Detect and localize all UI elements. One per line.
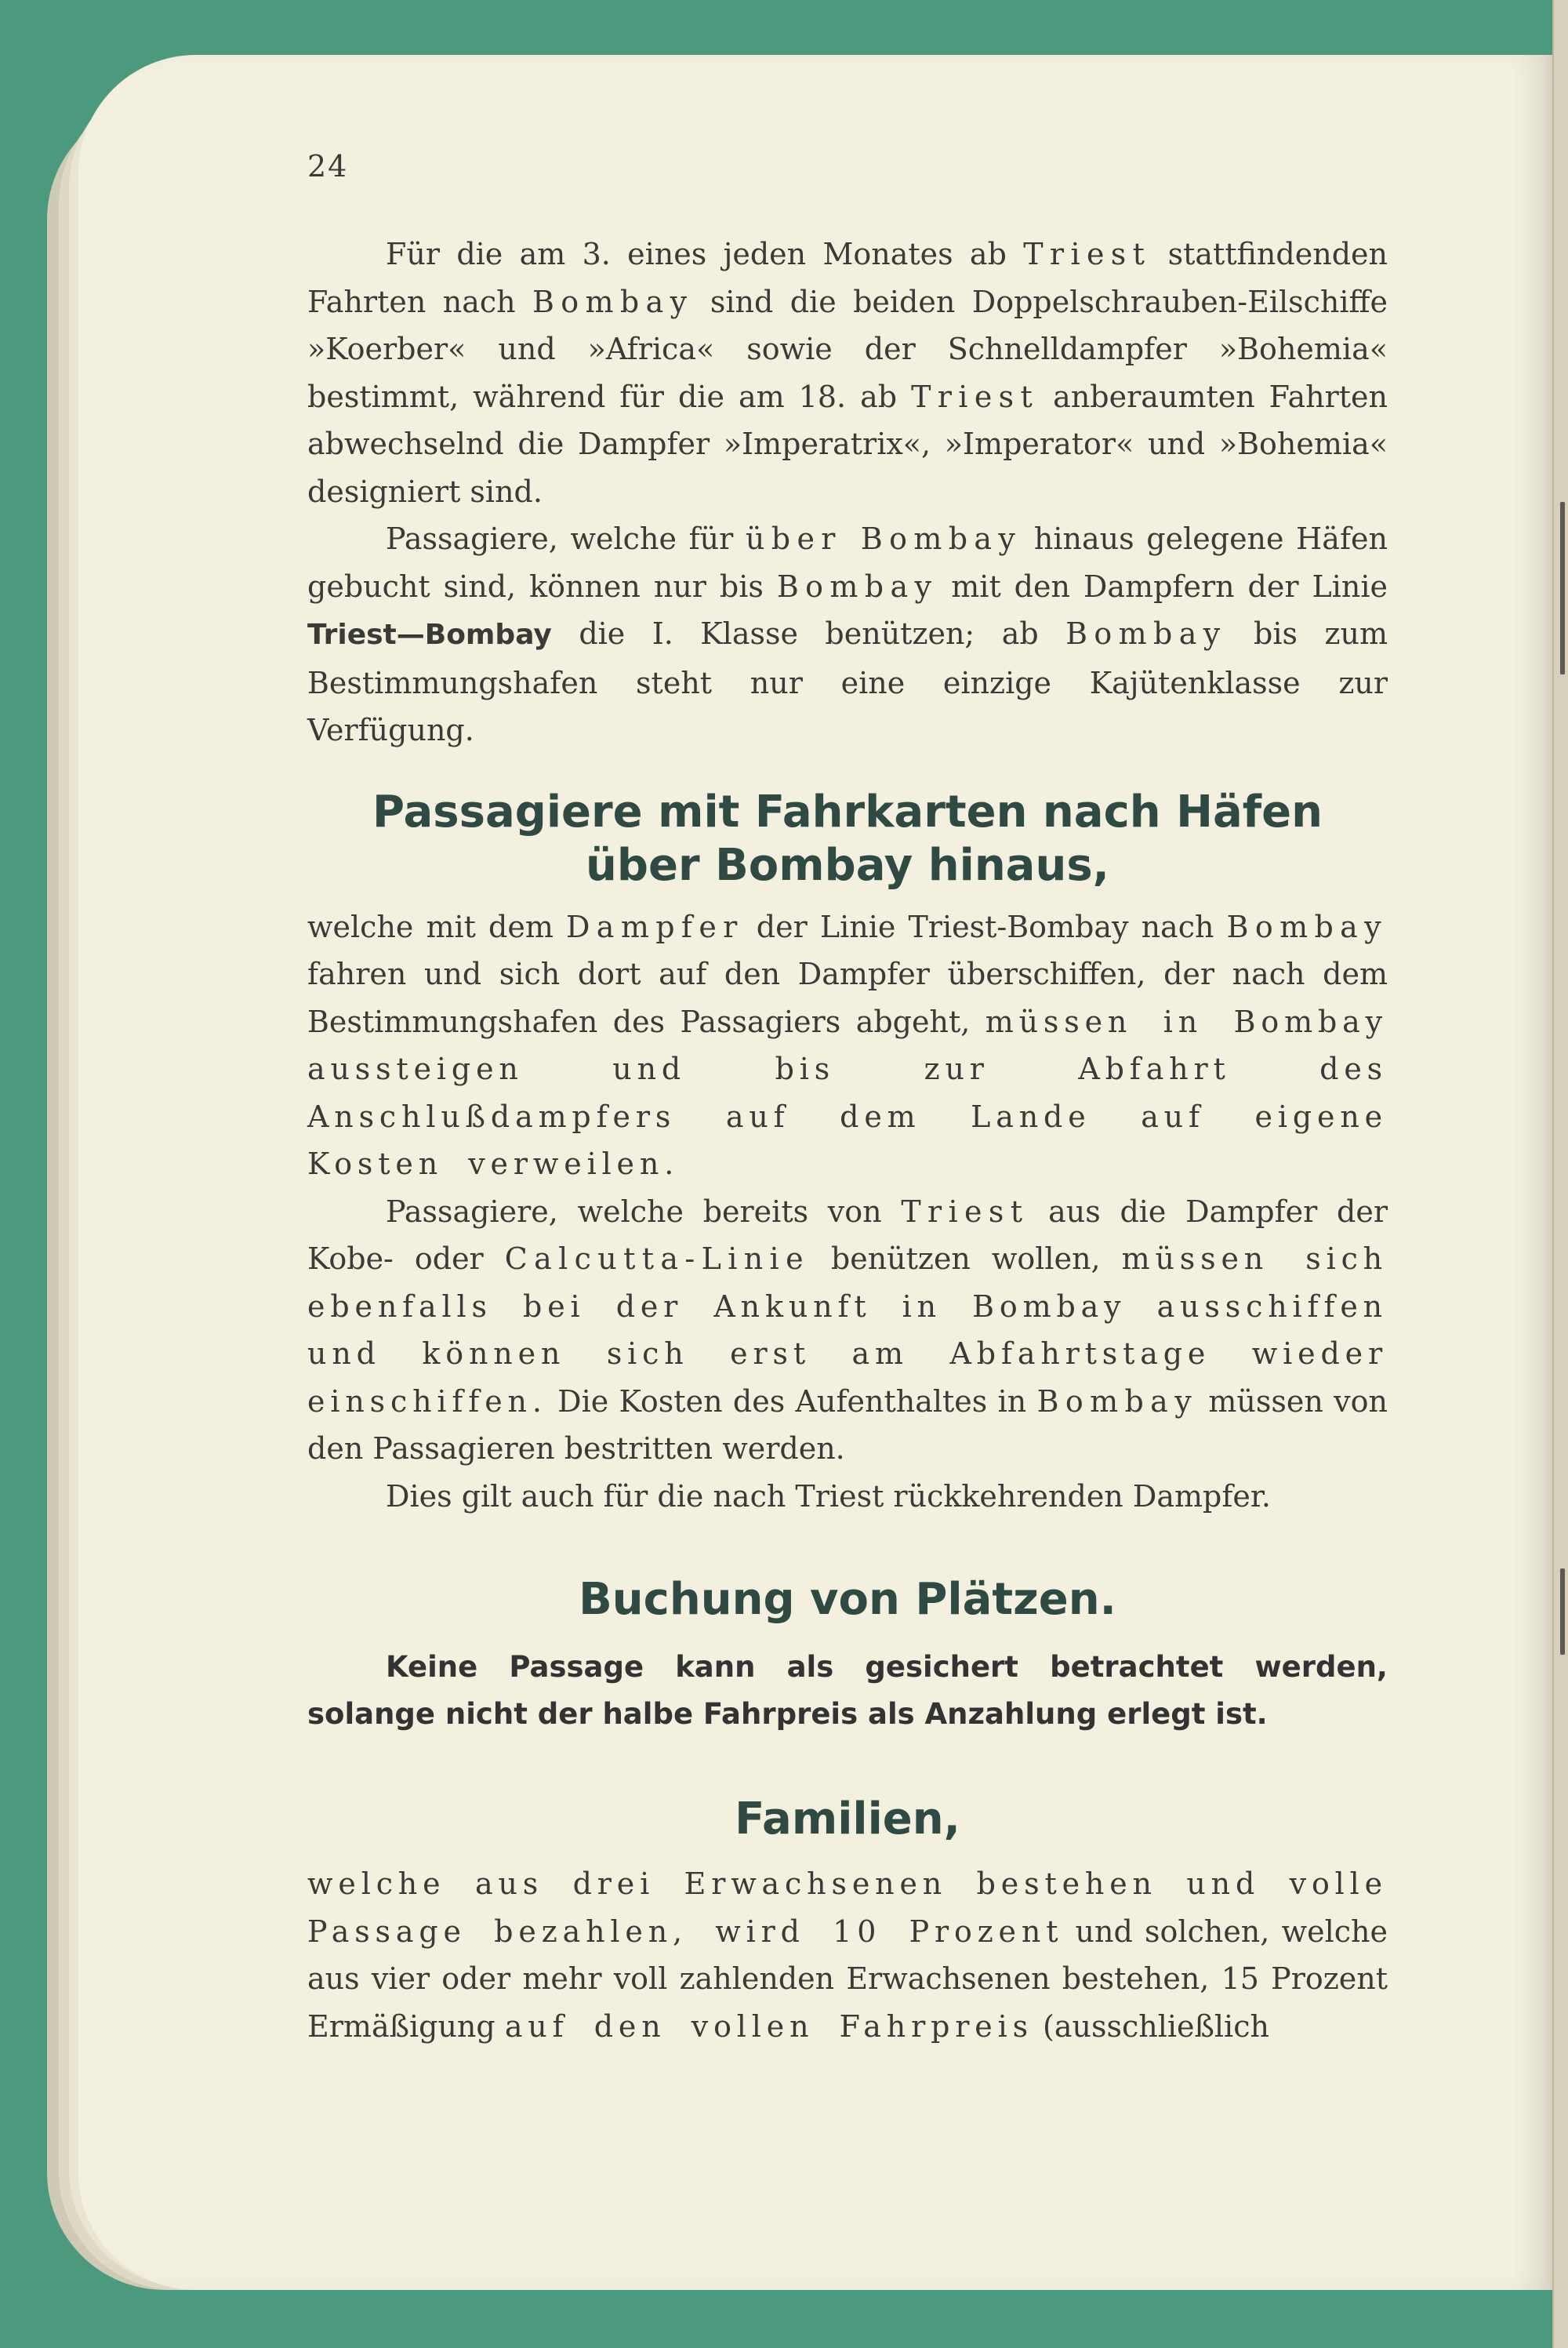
passagiere-paragraph-3: Dies gilt auch für die nach Triest rückkehrenden Dampfer.	[386, 1478, 1271, 1514]
page-number: 24	[307, 149, 349, 184]
spaced-text: Bombay	[532, 284, 694, 319]
text-run: Die Kosten des Aufenthaltes in	[546, 1383, 1037, 1419]
heading-line: über Bombay hinaus,	[586, 839, 1109, 891]
heading-line: Passagiere mit Fahrkarten nach Häfen	[372, 786, 1323, 838]
text-run: fahren und sich dort auf den Dampfer überschiffen, der nach dem Bestimmungshafen des Passagiers abgeht,	[307, 957, 1388, 1039]
intro-paragraph-1	[307, 231, 1388, 515]
text-run: mit den Dampfern der Linie	[938, 569, 1388, 604]
spaced-text: welche aus drei Erwachsenen bestehen und volle Passage bezahlen, wird 10 Prozent	[307, 1866, 1388, 1949]
spaced-text: müssen sich ebenfalls bei der Ankunft in Bombay ausschiffen und können sich erst am Abfahrtstage wieder einschiffen.	[307, 1241, 1388, 1419]
text-run: der Linie Triest-Bombay nach	[743, 909, 1227, 944]
spaced-text: Bombay	[1065, 616, 1227, 651]
text-run: (ausschließlich	[1033, 2008, 1269, 2044]
text-run: anberaumten Fahrten abwechselnd die Dampfer »Imperatrix«, »Imperator« und »Bohemia« designiert sind.	[307, 379, 1388, 509]
spaced-text: auf den vollen Fahrpreis	[504, 2008, 1033, 2044]
spaced-text: Bombay	[776, 569, 938, 604]
spaced-text: Calcutta-Linie	[504, 1241, 810, 1276]
text-run: hinaus gelegene Häfen gebucht sind, können nur bis	[307, 522, 1388, 604]
spine-binding-mark	[1560, 502, 1565, 674]
passagiere-paragraph-2	[307, 1188, 1388, 1473]
familien-paragraph	[307, 1860, 1388, 2050]
section-heading-familien: Familien,	[735, 1794, 960, 1845]
text-run: Passagiere, welche für	[386, 522, 746, 556]
text-run: und solchen, welche aus vier oder mehr voll zahlenden Erwachsenen bestehen, 15 Prozent Ermäßigung	[307, 1914, 1388, 2044]
text-run: aus die Dampfer der Kobe- oder	[307, 1194, 1388, 1276]
passagiere-paragraph-1	[307, 903, 1388, 1188]
text-run: Für die am 3. eines jeden Monates ab	[386, 237, 1024, 271]
text-run: welche mit dem	[307, 909, 566, 944]
text-run: die I. Klasse benützen; ab	[551, 616, 1066, 651]
spaced-text: Dampfer	[565, 909, 744, 944]
bold-route-name: Triest—Bombay	[307, 619, 552, 651]
spaced-text: Triest	[901, 1194, 1029, 1229]
spine-binding-mark	[1560, 1568, 1565, 1655]
spaced-text: Bombay	[1226, 909, 1388, 944]
text-run: sind die beiden Doppelschrauben-Eilschiffe »Koerber« und »Africa« sowie der Schnelldampfer »Bohemia« bestimmt, während für die am 18. ab	[307, 284, 1388, 414]
book-spine	[1552, 0, 1568, 2348]
spaced-text: Bombay	[1036, 1383, 1199, 1419]
booking-notice: Keine Passage kann als gesichert betrachtet werden, solange nicht der halbe Fahrpreis als Anzahlung erlegt ist.	[307, 1650, 1388, 1731]
spaced-text: müssen in Bombay aussteigen und bis zur Abfahrt des Anschlußdampfers auf dem Lande auf eigene Kosten verweilen.	[307, 1004, 1388, 1181]
spaced-text: über Bombay	[745, 522, 1022, 556]
text-run: benützen wollen,	[809, 1241, 1122, 1276]
spaced-text: Triest	[1023, 237, 1152, 271]
text-run: stattfindenden Fahrten nach	[307, 237, 1388, 319]
spaced-text: Triest	[911, 379, 1040, 414]
section-heading-buchung: Buchung von Plätzen.	[579, 1574, 1116, 1625]
text-run: müssen von den Passagieren bestritten werden.	[307, 1383, 1388, 1466]
section-heading-passagiere	[307, 786, 1388, 892]
text-run: Passagiere, welche bereits von	[386, 1194, 902, 1229]
intro-paragraph-2	[307, 515, 1388, 754]
page-content	[307, 149, 1388, 2050]
text-run: bis zum Bestimmungshafen steht nur eine einzige Kajütenklasse zur Verfügung.	[307, 616, 1388, 747]
